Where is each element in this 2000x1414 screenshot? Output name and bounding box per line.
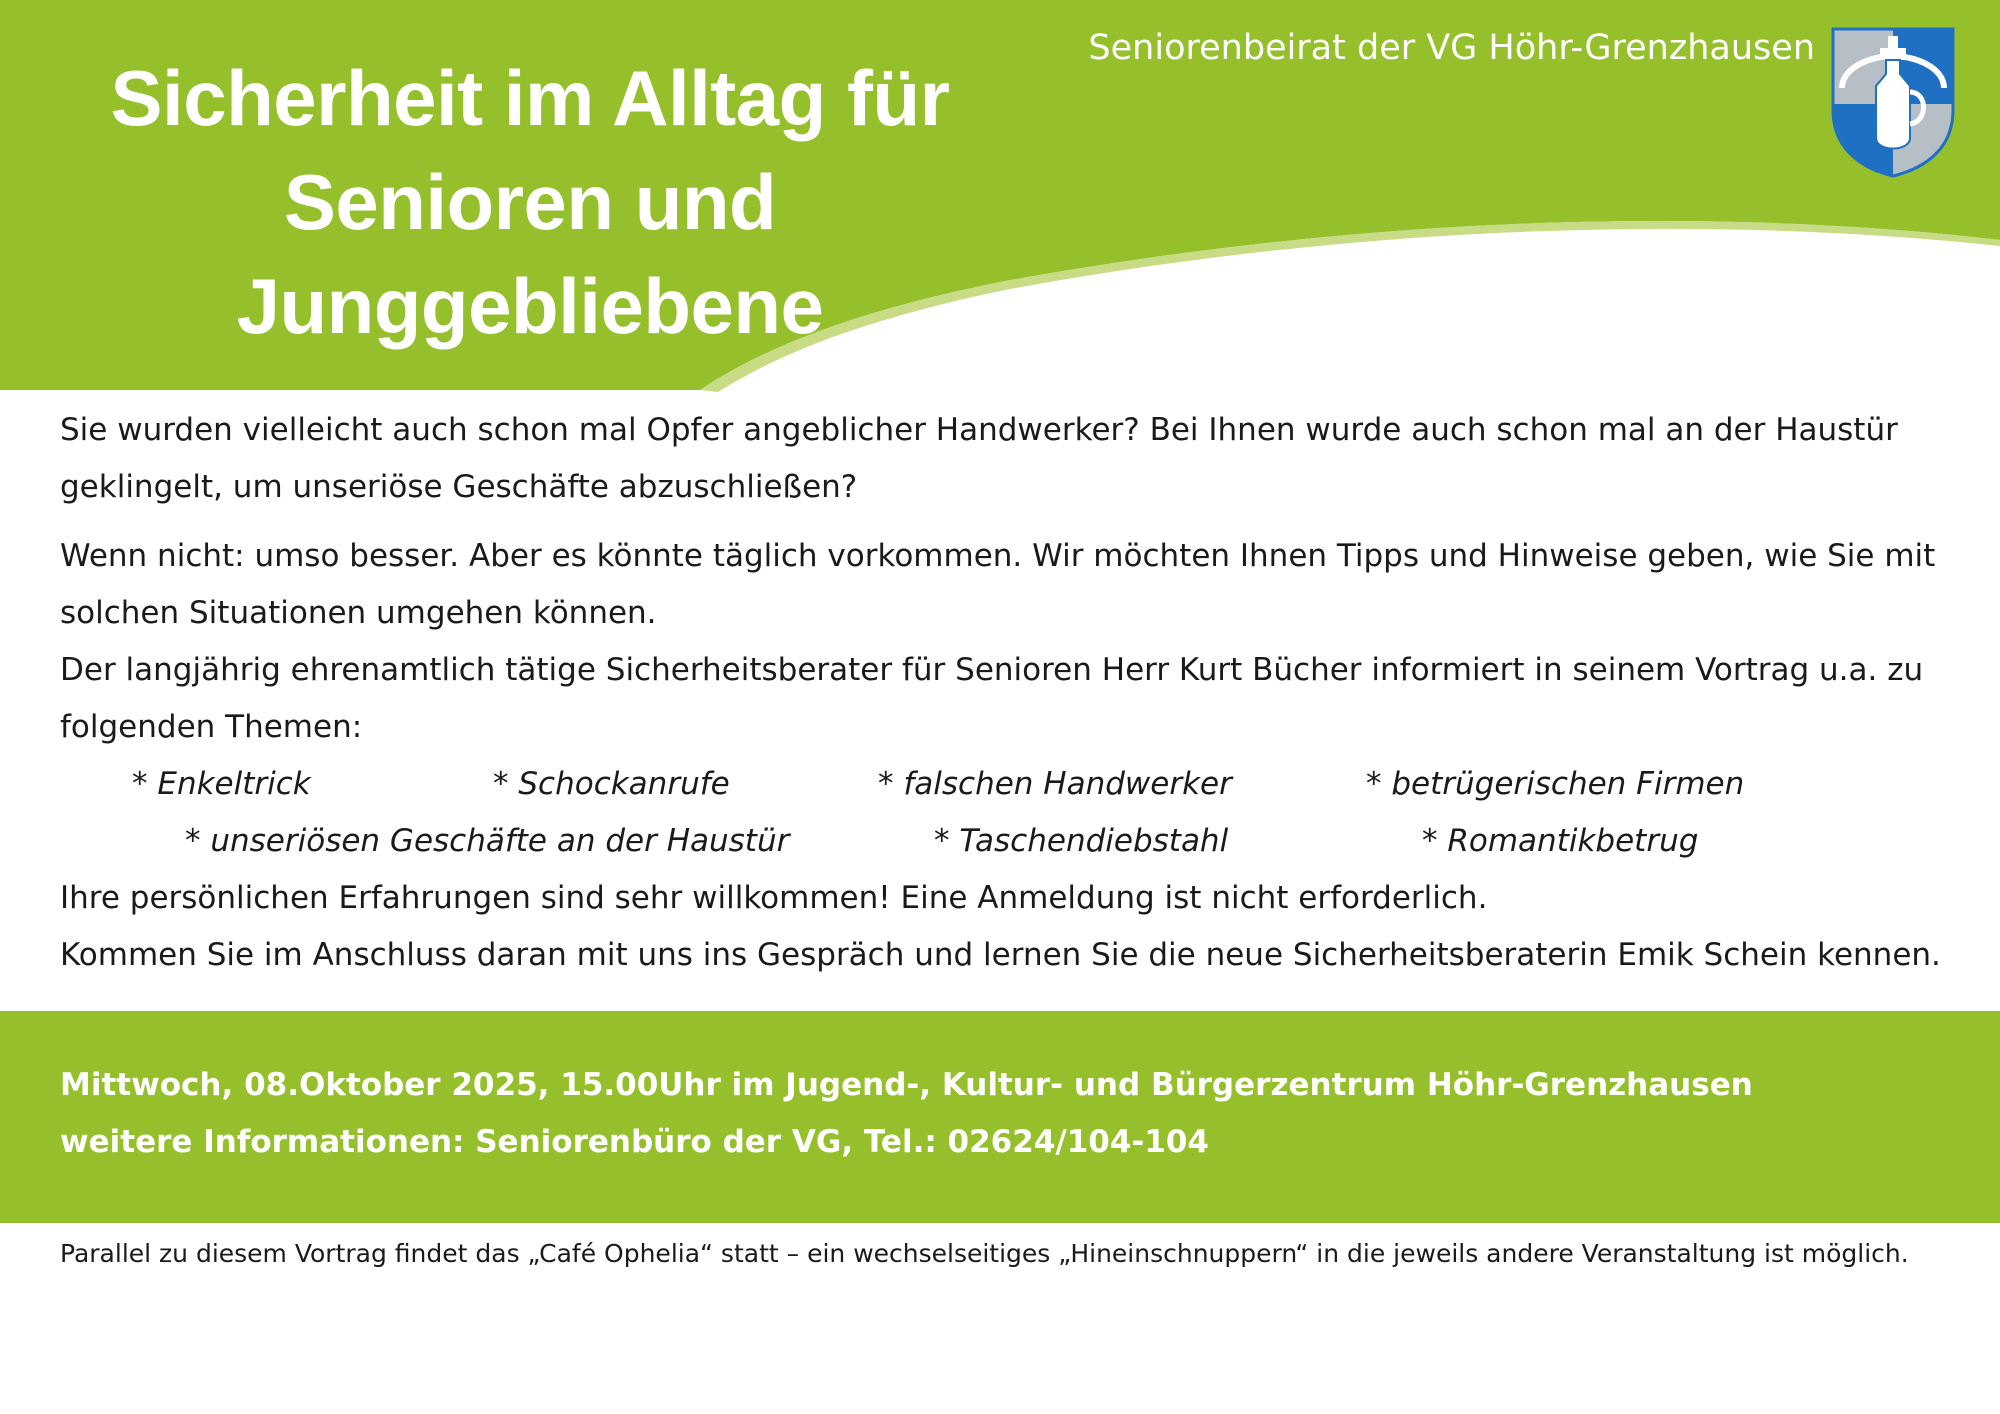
page-title: [40, 46, 1020, 358]
topic-item: * Schockanrufe: [493, 766, 730, 802]
title-line-1: Sicherheit im Alltag für: [110, 54, 950, 142]
outro-line-1: Ihre persönlichen Erfahrungen sind sehr willkommen! Eine Anmeldung ist nicht erforderlich.: [60, 880, 1488, 916]
topic-item: * Enkeltrick: [132, 766, 311, 802]
municipal-coat-of-arms-icon: [1830, 26, 1956, 178]
event-date-location: Mittwoch, 08.Oktober 2025, 15.00Uhr im Jugend-, Kultur- und Bürgerzentrum Höhr-Grenzhausen: [60, 1067, 1753, 1103]
article-body: [60, 402, 1960, 984]
intro-paragraph-3: Der langjährig ehrenamtlich tätige Sicherheitsberater für Senioren Herr Kurt Bücher informiert in seinem Vortrag u.a. zu folgenden Themen:: [60, 652, 1924, 745]
title-line-2: Senioren und: [283, 158, 777, 246]
topic-item: * Taschendiebstahl: [934, 823, 1229, 859]
event-contact: weitere Informationen: Seniorenbüro der VG, Tel.: 02624/104-104: [60, 1124, 1209, 1160]
title-line-3: Junggebliebene: [236, 262, 824, 350]
organization-name: Seniorenbeirat der VG Höhr-Grenzhausen: [1088, 28, 1815, 68]
topic-item: * unseriösen Geschäfte an der Haustür: [185, 823, 790, 859]
topic-item: * falschen Handwerker: [878, 766, 1232, 802]
topic-list: [60, 756, 1960, 870]
intro-paragraph-1: Sie wurden vielleicht auch schon mal Opfer angeblicher Handwerker? Bei Ihnen wurde auch schon mal an der Haustür geklingelt, um unseriöse Geschäfte abzuschließen?: [60, 412, 1898, 505]
event-info-band: [0, 1011, 2000, 1223]
topic-item: * betrügerischen Firmen: [1366, 766, 1745, 802]
outro-line-2: Kommen Sie im Anschluss daran mit uns ins Gespräch und lernen Sie die neue Sicherheitsberaterin Emik Schein kennen.: [60, 937, 1941, 973]
footer-note: Parallel zu diesem Vortrag findet das „Café Ophelia“ statt – ein wechselseitiges „Hineinschnuppern“ in die jeweils andere Veranstaltung ist möglich.: [60, 1239, 1909, 1268]
intro-paragraph-2: Wenn nicht: umso besser. Aber es könnte täglich vorkommen. Wir möchten Ihnen Tipps und Hinweise geben, wie Sie mit solchen Situationen umgehen können.: [60, 538, 1936, 631]
topic-item: * Romantikbetrug: [1422, 823, 1699, 859]
